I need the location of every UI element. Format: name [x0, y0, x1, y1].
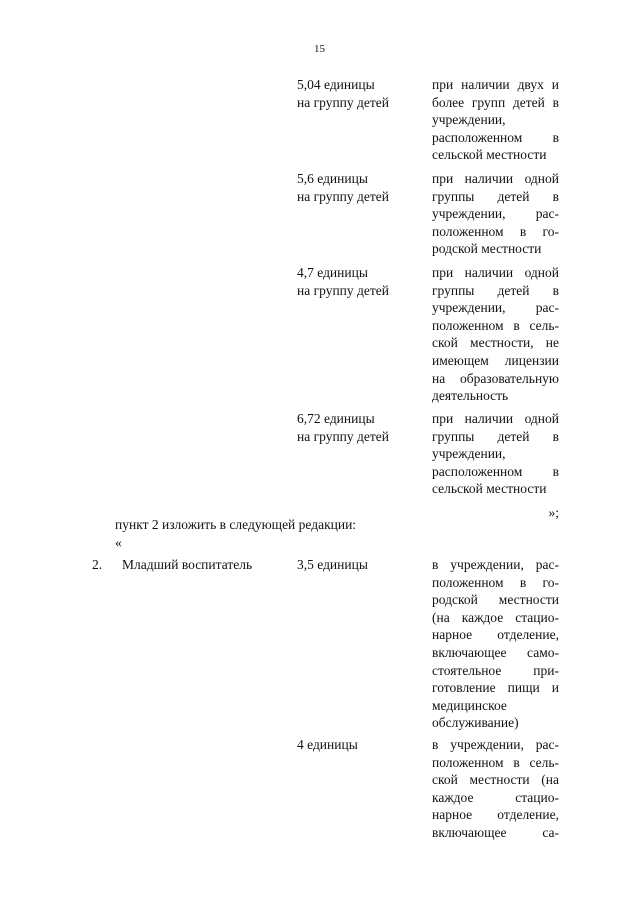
condition-line: учреждении, рас-	[432, 300, 559, 316]
condition-line: положенном в го-	[432, 574, 559, 590]
condition-cell	[432, 736, 559, 842]
amount-line: 3,5 единицы	[297, 557, 368, 572]
amount-cell	[297, 264, 417, 299]
amount-cell	[297, 736, 417, 754]
condition-line: ской местности (на	[432, 772, 559, 788]
amount-cell	[297, 556, 417, 574]
closing-quote: »;	[548, 505, 559, 520]
condition-cell	[432, 410, 559, 498]
condition-line: учреждении,	[432, 112, 506, 128]
opening-quote: «	[115, 534, 122, 550]
amount-line: 6,72 единицы	[297, 411, 375, 426]
amount-line: на группу детей	[297, 282, 390, 298]
condition-line: в учреждении, рас-	[432, 557, 559, 572]
condition-line: более групп детей в	[432, 94, 559, 110]
condition-line: стоятельное при-	[432, 662, 559, 678]
condition-line: (на каждое стацио-	[432, 609, 559, 625]
condition-line: расположенном в	[432, 463, 559, 479]
amount-cell	[297, 410, 417, 445]
condition-line: группы детей в	[432, 282, 559, 298]
condition-line: на образовательную	[432, 370, 559, 386]
condition-cell	[432, 556, 559, 732]
amount-line: 5,04 единицы	[297, 77, 375, 92]
condition-line: нарное отделение,	[432, 627, 559, 643]
condition-cell	[432, 76, 559, 164]
condition-line: при наличии одной	[432, 411, 559, 426]
amount-line: на группу детей	[297, 94, 390, 110]
condition-cell	[432, 170, 559, 258]
condition-line: при наличии одной	[432, 265, 559, 280]
condition-line: сельской местности	[432, 147, 547, 163]
condition-line: группы детей в	[432, 188, 559, 204]
condition-line: учреждении, рас-	[432, 206, 559, 222]
condition-line: имеющем лицензии	[432, 352, 559, 368]
amendment-instruction	[115, 516, 356, 551]
condition-line: сельской местности	[432, 481, 547, 497]
condition-line: родской местности	[432, 241, 542, 257]
amount-line: на группу детей	[297, 428, 390, 444]
condition-line: положенном в сель-	[432, 754, 559, 770]
condition-line: каждое стацио-	[432, 789, 559, 805]
condition-line: в учреждении, рас-	[432, 737, 559, 752]
condition-line: деятельность	[432, 388, 509, 404]
item-number: 2.	[92, 557, 103, 572]
page-number: 15	[314, 43, 325, 55]
amount-line: 5,6 единицы	[297, 171, 368, 186]
amount-cell	[297, 170, 417, 205]
condition-line: расположенном в	[432, 129, 559, 145]
condition-line: готовление пищи и	[432, 680, 559, 696]
condition-line: ской местности, не	[432, 335, 559, 351]
amount-cell	[297, 76, 417, 111]
amount-line: 4,7 единицы	[297, 265, 368, 280]
condition-line: родской местности	[432, 592, 559, 608]
condition-line: обслуживание)	[432, 715, 519, 731]
condition-line: при наличии одной	[432, 171, 559, 186]
condition-line: группы детей в	[432, 428, 559, 444]
condition-line: положенном в го-	[432, 223, 559, 239]
condition-line: нарное отделение,	[432, 807, 559, 823]
amount-line: 4 единицы	[297, 737, 358, 752]
condition-cell	[432, 264, 559, 405]
condition-line: положенном в сель-	[432, 317, 559, 333]
condition-line: при наличии двух и	[432, 77, 559, 92]
instruction-text: пункт 2 изложить в следующей редакции:	[115, 517, 357, 532]
condition-line: медицинское	[432, 697, 507, 713]
position-title: Младший воспитатель	[122, 557, 253, 572]
condition-line: включающее само-	[432, 644, 559, 660]
condition-line: учреждении,	[432, 446, 506, 462]
condition-line: включающее са-	[432, 824, 559, 840]
amount-line: на группу детей	[297, 188, 390, 204]
